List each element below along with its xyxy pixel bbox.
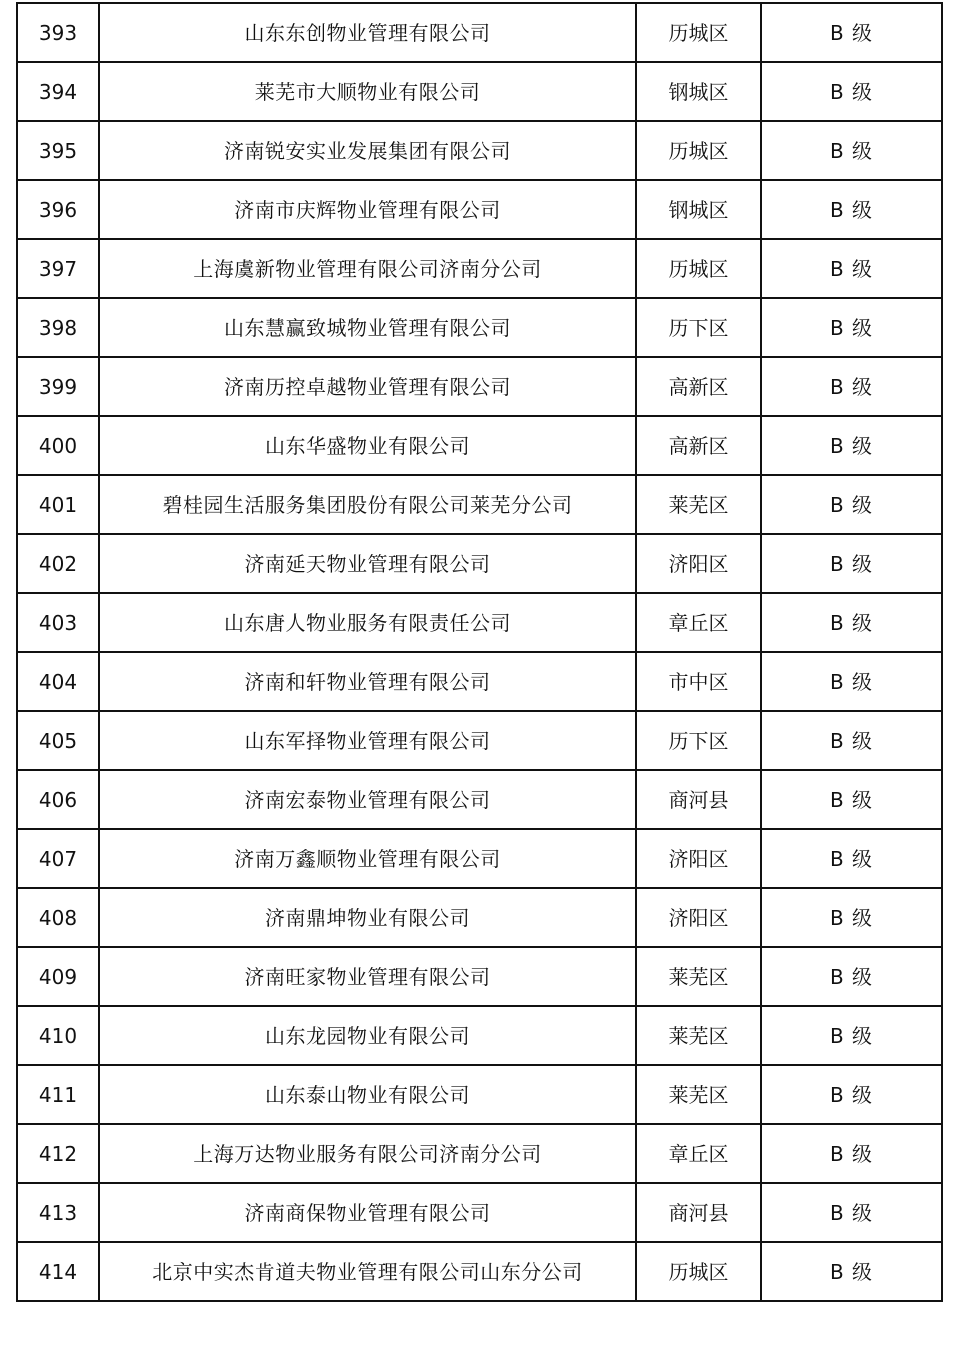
district: 莱芜区 [636,947,761,1006]
company-name: 济南鼎坤物业有限公司 [99,888,636,947]
row-number: 408 [17,888,99,947]
company-name: 山东泰山物业有限公司 [99,1065,636,1124]
district: 济阳区 [636,829,761,888]
row-number: 412 [17,1124,99,1183]
company-name: 济南延天物业管理有限公司 [99,534,636,593]
company-name: 山东慧赢致城物业管理有限公司 [99,298,636,357]
table-row [17,416,942,475]
rating-grade: B 级 [761,888,942,947]
table-row [17,888,942,947]
company-name: 济南旺家物业管理有限公司 [99,947,636,1006]
company-name: 济南宏泰物业管理有限公司 [99,770,636,829]
table-row [17,947,942,1006]
table-row [17,534,942,593]
district: 章丘区 [636,593,761,652]
rating-grade: B 级 [761,770,942,829]
table-row [17,829,942,888]
row-number: 398 [17,298,99,357]
district: 钢城区 [636,62,761,121]
district: 历城区 [636,1242,761,1301]
rating-grade: B 级 [761,475,942,534]
rating-grade: B 级 [761,1065,942,1124]
company-name: 济南和轩物业管理有限公司 [99,652,636,711]
table-row [17,298,942,357]
row-number: 410 [17,1006,99,1065]
company-name: 北京中实杰肯道夫物业管理有限公司山东分公司 [99,1242,636,1301]
table-row [17,593,942,652]
company-name: 济南万鑫顺物业管理有限公司 [99,829,636,888]
district: 历城区 [636,239,761,298]
table-row [17,3,942,62]
table-row [17,357,942,416]
table-row [17,1124,942,1183]
rating-grade: B 级 [761,180,942,239]
row-number: 403 [17,593,99,652]
table-row [17,239,942,298]
rating-grade: B 级 [761,534,942,593]
company-name: 上海万达物业服务有限公司济南分公司 [99,1124,636,1183]
company-name: 山东军择物业管理有限公司 [99,711,636,770]
row-number: 405 [17,711,99,770]
rating-grade: B 级 [761,1006,942,1065]
rating-grade: B 级 [761,62,942,121]
rating-grade: B 级 [761,3,942,62]
district: 钢城区 [636,180,761,239]
rating-grade: B 级 [761,829,942,888]
district: 莱芜区 [636,1065,761,1124]
row-number: 393 [17,3,99,62]
row-number: 397 [17,239,99,298]
rating-grade: B 级 [761,652,942,711]
table-row [17,1183,942,1242]
table-row [17,475,942,534]
company-name: 上海虞新物业管理有限公司济南分公司 [99,239,636,298]
table-row [17,1006,942,1065]
row-number: 411 [17,1065,99,1124]
company-rating-table [16,2,943,1302]
district: 莱芜区 [636,475,761,534]
rating-grade: B 级 [761,711,942,770]
district: 历下区 [636,711,761,770]
district: 历城区 [636,121,761,180]
district: 商河县 [636,1183,761,1242]
rating-grade: B 级 [761,357,942,416]
district: 高新区 [636,416,761,475]
company-name: 山东龙园物业有限公司 [99,1006,636,1065]
district: 章丘区 [636,1124,761,1183]
district: 济阳区 [636,534,761,593]
rating-grade: B 级 [761,239,942,298]
table-row [17,770,942,829]
row-number: 413 [17,1183,99,1242]
company-name: 济南市庆辉物业管理有限公司 [99,180,636,239]
company-name: 济南商保物业管理有限公司 [99,1183,636,1242]
table-row [17,1065,942,1124]
row-number: 399 [17,357,99,416]
table-row [17,121,942,180]
rating-grade: B 级 [761,947,942,1006]
company-name: 山东华盛物业有限公司 [99,416,636,475]
rating-grade: B 级 [761,1124,942,1183]
company-name: 山东唐人物业服务有限责任公司 [99,593,636,652]
district: 历城区 [636,3,761,62]
company-name: 济南历控卓越物业管理有限公司 [99,357,636,416]
row-number: 404 [17,652,99,711]
table-row [17,652,942,711]
row-number: 406 [17,770,99,829]
row-number: 394 [17,62,99,121]
company-name: 碧桂园生活服务集团股份有限公司莱芜分公司 [99,475,636,534]
table-row [17,180,942,239]
district: 济阳区 [636,888,761,947]
row-number: 400 [17,416,99,475]
company-name: 济南锐安实业发展集团有限公司 [99,121,636,180]
row-number: 414 [17,1242,99,1301]
rating-grade: B 级 [761,416,942,475]
table-row [17,1242,942,1301]
company-name: 莱芜市大顺物业有限公司 [99,62,636,121]
table-row [17,711,942,770]
rating-grade: B 级 [761,1183,942,1242]
district: 历下区 [636,298,761,357]
district: 市中区 [636,652,761,711]
row-number: 395 [17,121,99,180]
row-number: 409 [17,947,99,1006]
company-name: 山东东创物业管理有限公司 [99,3,636,62]
row-number: 402 [17,534,99,593]
rating-grade: B 级 [761,593,942,652]
district: 高新区 [636,357,761,416]
rating-grade: B 级 [761,298,942,357]
district: 商河县 [636,770,761,829]
rating-grade: B 级 [761,121,942,180]
district: 莱芜区 [636,1006,761,1065]
rating-grade: B 级 [761,1242,942,1301]
row-number: 407 [17,829,99,888]
table-row [17,62,942,121]
row-number: 396 [17,180,99,239]
row-number: 401 [17,475,99,534]
